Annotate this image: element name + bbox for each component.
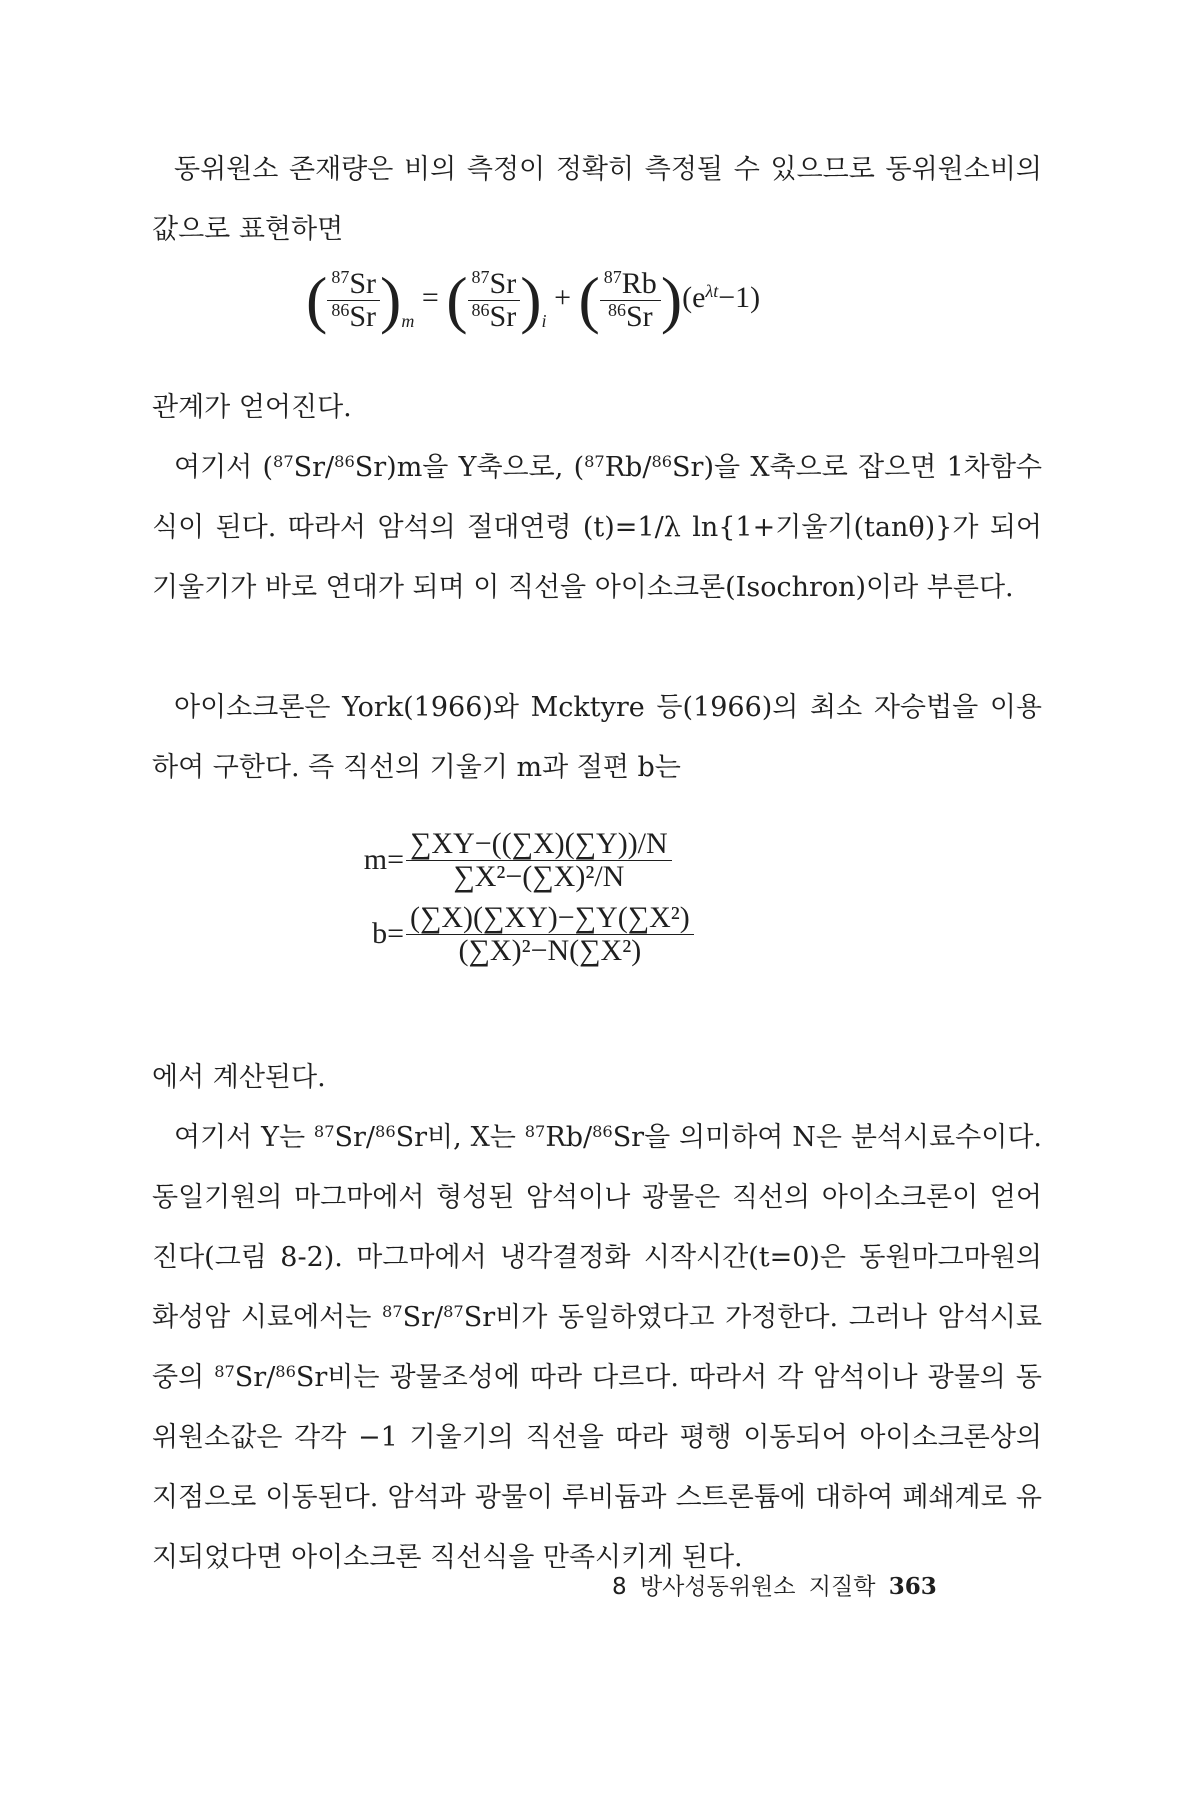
decay-term: $(e^{\lambda t}-1)$ bbox=[682, 280, 761, 314]
paren-right: ) bbox=[380, 264, 402, 335]
equals-sign: = bbox=[421, 280, 439, 314]
paren-right: ) bbox=[660, 264, 683, 335]
paragraph-least-squares bbox=[152, 678, 1042, 798]
paragraph-text: 여기서 Y는 $^{87}$Sr/$^{86}$Sr비, X는 $^{87}$Rb/$^{86}$Sr을 의미하여 N은 분석시료수이다. 동일기원의 마그마에서 형성된 암석이나 광물은 직선의 아이소크론이 얻어진다(그림 8-2). 마그마에서 냉각결정화 시작시간(t=0)은 동원마그마원의 화성암 시료에서는 $^{87}$Sr/$^{87}$Sr비가 동일하였다고 가정한다. 그러나 암석시료 중의 $^{87}$Sr/$^{86}$Sr비는 광물조성에 따라 다르다. 따라서 각 암석이나 광물의 동위원소값은 각각 −1 기울기의 직선을 따라 평행 이동되어 아이소크론상의 지점으로 이동된다. 암석과 광물이 루비듐과 스트론튬에 대하여 폐쇄계로 유지되었다면 아이소크론 직선식을 만족시키게 된다. bbox=[152, 1122, 1042, 1573]
intercept-numerator: (∑X)(∑XY)−∑Y(∑X²) bbox=[406, 902, 694, 935]
chapter-title: 방사성동위원소 지질학 bbox=[639, 1574, 876, 1600]
page-footer bbox=[612, 1568, 937, 1601]
paragraph-computed bbox=[152, 1048, 1042, 1108]
intercept-label: b= bbox=[372, 917, 404, 950]
paragraph-text: 동위원소 존재량은 비의 측정이 정확히 측정될 수 있으므로 동위원소비의 값으로 표현하면 bbox=[152, 154, 1042, 245]
equation-isochron bbox=[306, 264, 761, 335]
paragraph-explanation bbox=[152, 1108, 1042, 1588]
intercept-denominator: (∑X)²−N(∑X²) bbox=[458, 933, 642, 967]
equation-slope bbox=[354, 828, 694, 892]
fraction-measured: $\frac{^{87}Sr}{^{86}Sr}$ bbox=[327, 268, 380, 332]
paren-right: ) bbox=[520, 264, 542, 335]
paragraph-axes bbox=[152, 438, 1042, 618]
paragraph-relation bbox=[152, 378, 1042, 438]
paragraph-text: 에서 계산된다. bbox=[152, 1062, 326, 1093]
paragraph-intro bbox=[152, 140, 1042, 260]
slope-numerator: ∑XY−((∑X)(∑Y))/N bbox=[406, 828, 672, 861]
paragraph-text: 아이소크론은 York(1966)와 Mcktyre 등(1966)의 최소 자승법을 이용하여 구한다. 즉 직선의 기울기 m과 절편 b는 bbox=[152, 692, 1042, 783]
equation-regression bbox=[354, 828, 694, 976]
subscript-m: m bbox=[401, 310, 415, 331]
chapter-number: 8 bbox=[612, 1574, 627, 1600]
paren-left: ( bbox=[306, 264, 328, 335]
slope-fraction bbox=[406, 828, 672, 892]
fraction-rb-sr: $\frac{^{87}Rb}{^{86}Sr}$ bbox=[600, 268, 661, 332]
intercept-fraction bbox=[406, 902, 694, 966]
plus-sign: + bbox=[554, 280, 571, 314]
slope-label: m= bbox=[363, 843, 404, 876]
paragraph-text: 여기서 ($^{87}$Sr/$^{86}$Sr)m을 Y축으로, ($^{87}$Rb/$^{86}$Sr)을 X축으로 잡으면 1차함수식이 된다. 따라서 암석의 절대연령 (t)=1/λ ln{1+기울기(tanθ)}가 되어 기울기가 바로 연대가 되며 이 직선을 아이소크론(Isochron)이라 부른다. bbox=[152, 452, 1042, 603]
paren-left: ( bbox=[446, 264, 468, 335]
paren-left: ( bbox=[578, 264, 600, 335]
subscript-i: i bbox=[541, 310, 547, 331]
fraction-initial: $\frac{^{87}Sr}{^{86}Sr}$ bbox=[468, 268, 521, 332]
page-number: 363 bbox=[888, 1573, 937, 1600]
slope-denominator: ∑X²−(∑X)²/N bbox=[453, 859, 625, 893]
equation-intercept bbox=[354, 902, 694, 966]
paragraph-text: 관계가 얻어진다. bbox=[152, 392, 352, 423]
